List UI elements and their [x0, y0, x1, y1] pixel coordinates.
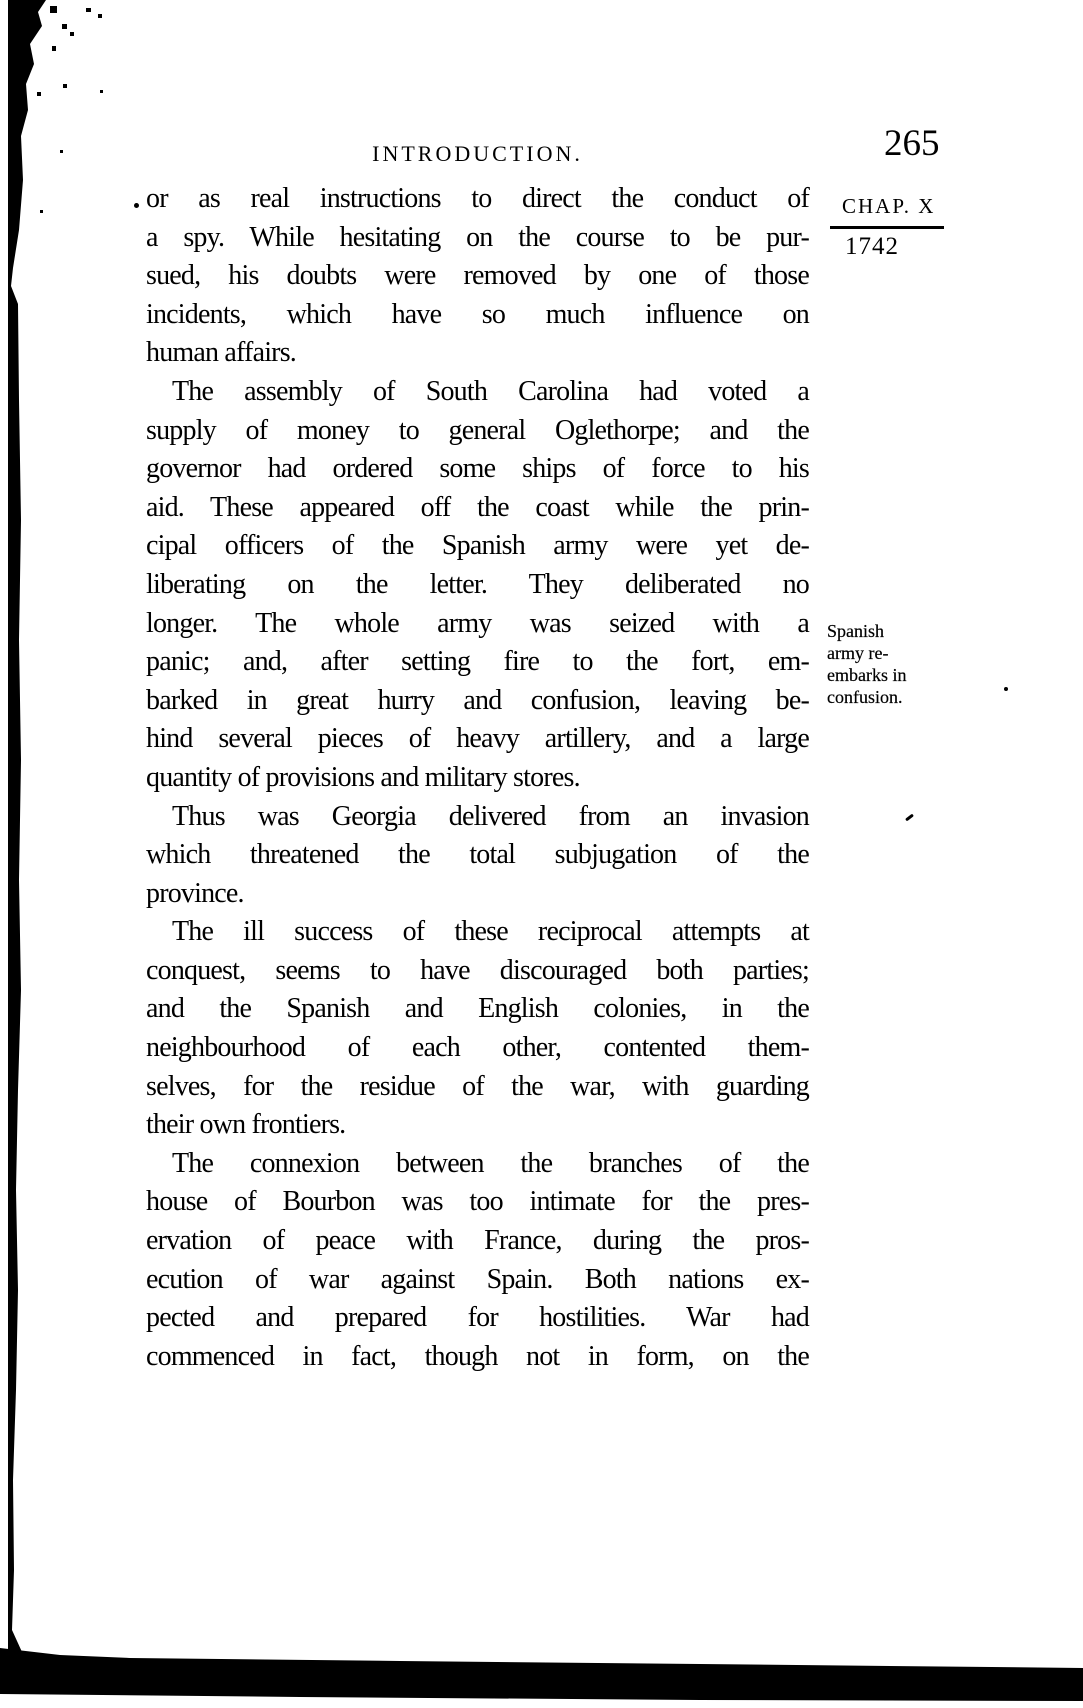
- year-sidenote: 1742: [845, 233, 899, 260]
- text-line: liberating on the letter. They deliberated no: [146, 568, 809, 600]
- scan-speck: [134, 203, 139, 208]
- text-line: neighbourhood of each other, contented them-: [146, 1032, 809, 1064]
- text-line: The ill success of these reciprocal attempts at: [172, 916, 809, 948]
- paragraph: [146, 913, 809, 1145]
- paragraph: [146, 180, 809, 373]
- text-line: Thus was Georgia delivered from an invasion: [172, 800, 809, 832]
- text-line: quantity of provisions and military stores.: [146, 761, 580, 793]
- text-line: The assembly of South Carolina had voted a: [172, 375, 809, 407]
- text-line: and the Spanish and English colonies, in the: [146, 993, 809, 1025]
- text-line: The connexion between the branches of the: [172, 1147, 809, 1179]
- text-line: sued, his doubts were removed by one of those: [146, 260, 809, 292]
- paragraph: [146, 1145, 809, 1377]
- margin-note-line: confusion.: [827, 687, 903, 707]
- text-line: panic; and, after setting fire to the fort, em-: [146, 646, 809, 678]
- paragraph: [146, 798, 809, 914]
- text-line: or as real instructions to direct the conduct of: [146, 183, 809, 214]
- margin-note-line: Spanish: [827, 621, 885, 641]
- text-line: province.: [146, 877, 244, 909]
- text-line: longer. The whole army was seized with a: [146, 607, 809, 639]
- paragraph: [146, 373, 809, 798]
- text-line: house of Bourbon was too intimate for the pres-: [146, 1186, 809, 1218]
- text-line: incidents, which have so much influence on: [146, 298, 809, 330]
- chapter-heading: CHAP. X: [842, 194, 936, 218]
- text-line: commenced in fact, though not in form, on the: [146, 1340, 809, 1372]
- chapter-rule: [830, 226, 944, 229]
- text-line: hind several pieces of heavy artillery, and a large: [146, 723, 809, 755]
- text-line: aid. These appeared off the coast while the prin-: [146, 491, 809, 523]
- text-line: which threatened the total subjugation of the: [146, 839, 809, 871]
- margin-note-line: army re-: [827, 643, 889, 663]
- margin-note: [827, 620, 997, 708]
- text-line: selves, for the residue of the war, with guarding: [146, 1070, 809, 1102]
- page-number: 265: [884, 123, 940, 164]
- text-line: pected and prepared for hostilities. War had: [146, 1302, 809, 1334]
- running-header: INTRODUCTION.: [372, 141, 583, 166]
- text-line: governor had ordered some ships of force to his: [146, 453, 809, 485]
- scan-speck: [905, 814, 914, 822]
- text-line: ecution of war against Spain. Both nations ex-: [146, 1263, 809, 1295]
- body-text: [146, 180, 809, 1376]
- text-line: barked in great hurry and confusion, leaving be-: [146, 684, 809, 716]
- margin-note-line: embarks in: [827, 665, 907, 685]
- text-line: supply of money to general Oglethorpe; and the: [146, 414, 809, 446]
- text-line: ervation of peace with France, during the pros-: [146, 1225, 809, 1257]
- text-line: their own frontiers.: [146, 1109, 346, 1141]
- text-line: conquest, seems to have discouraged both parties;: [146, 954, 809, 986]
- text-line: human affairs.: [146, 337, 297, 369]
- text-line: a spy. While hesitating on the course to be pur-: [146, 221, 809, 253]
- text-line: cipal officers of the Spanish army were yet de-: [146, 530, 809, 562]
- scan-speck: [1004, 687, 1008, 691]
